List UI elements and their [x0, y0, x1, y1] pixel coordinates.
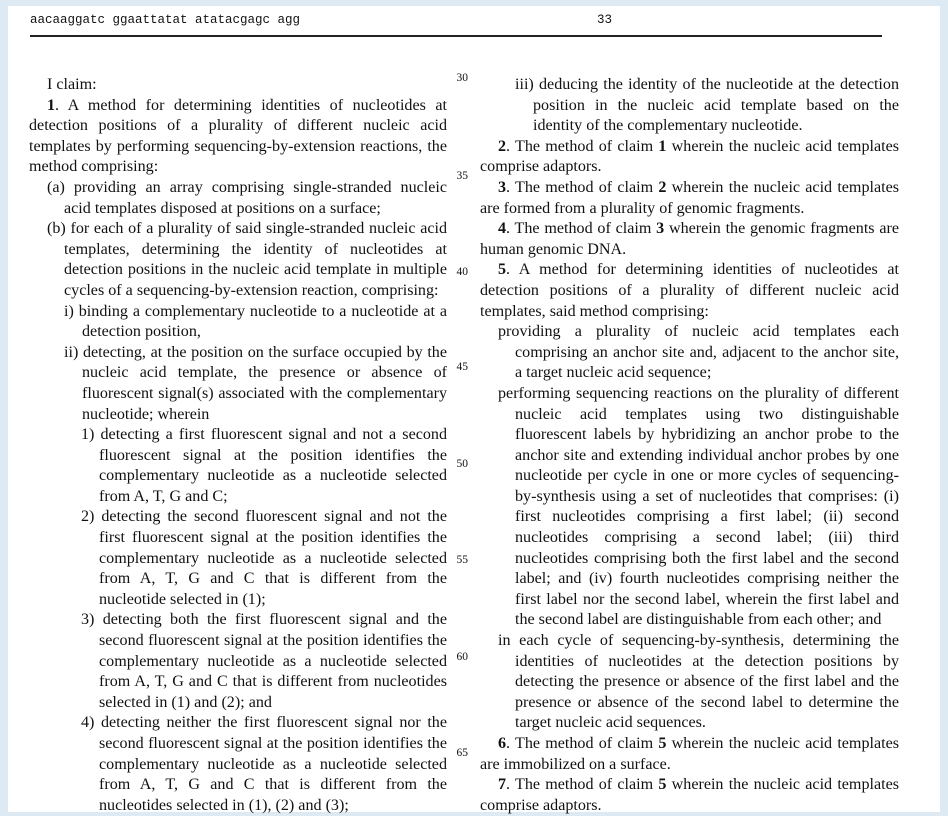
claim-reference: 5 [658, 776, 667, 794]
claim-text: . The method of claim [506, 776, 659, 794]
claim-7 [480, 775, 899, 816]
claim-5-step-determining: in each cycle of sequencing-by-synthesis, determining the identities of nucleotides at the detection positions by detecting the presence or absence of the first label and the presence or absence of the second label to determine the target nucleic acid sequences. [498, 632, 899, 732]
claim-5 [480, 260, 899, 322]
claim-1 [29, 96, 447, 178]
claim-1-substep-ii: ii) detecting, at the position on the surface occupied by the nucleic acid template, the presence or absence of fluorescent signal(s) associated with the complementary nucleotide; wherein [64, 343, 447, 423]
claim-text: . A method for determining identities of nucleotides at detection positions of a plurality of different nucleic acid templates by performing sequencing-by-extension reactions, the method comprising: [29, 96, 447, 176]
claim-number: 6 [498, 735, 507, 752]
claim-4 [480, 219, 899, 260]
claim-text: . The method of claim [506, 220, 657, 238]
claim-3 [480, 178, 899, 219]
claim-text: wherein the nucleic acid templates are formed from a plurality of genomic fragments. [480, 178, 899, 217]
line-number: 50 [456, 458, 468, 470]
claim-1-condition-4: 4) detecting neither the first fluorescent signal nor the second fluorescent signal at the position identifies the complementary nucleotide as a nucleotide selected from A, T, G and C that is different from the nucleotides selected in (1), (2) and (3); [81, 714, 447, 814]
claims-intro: I claim: [47, 76, 97, 93]
claim-text: . The method of claim [506, 735, 659, 752]
claim-text: . A method for determining identities of nucleotides at detection positions of a plurality of different nucleic acid templates, said method comprising: [480, 261, 899, 320]
claim-text: wherein the nucleic acid templates are immobilized on a surface. [480, 735, 899, 773]
right-column [480, 75, 899, 816]
claim-text: . The method of claim [506, 178, 659, 196]
page-number: 33 [597, 13, 613, 27]
line-number: 35 [456, 170, 468, 182]
claim-text: wherein the genomic fragments are human genomic DNA. [480, 220, 899, 258]
claim-reference: 1 [658, 137, 667, 155]
claim-6 [480, 734, 899, 775]
claim-number: 1 [47, 96, 56, 114]
claim-1-condition-2: 2) detecting the second fluorescent signal and not the first fluorescent signal at the position identifies the complementary nucleotide as a nucleotide selected from A, T, G and C that is different from the nucleotide selected in (1); [81, 508, 447, 608]
left-column [29, 75, 447, 816]
claim-text: . The method of claim [506, 137, 659, 155]
header-rule [30, 35, 882, 37]
claim-1-substep-i: i) binding a complementary nucleotide to a nucleotide at a detection position, [64, 302, 447, 341]
line-number: 60 [456, 651, 468, 663]
claim-1-substep-iii: iii) deducing the identity of the nucleotide at the detection position in the nucleic acid template based on the identity of the complementary nucleotide. [515, 76, 899, 135]
claim-1-condition-3: 3) detecting both the first fluorescent signal and the second fluorescent signal at the position identifies the complementary nucleotide as a nucleotide selected from A, T, G and C that is different from nucleotides selected in (1) and (2); and [81, 611, 447, 711]
line-number: 45 [456, 361, 468, 373]
claim-number: 2 [498, 137, 507, 155]
claim-reference: 2 [658, 178, 667, 196]
sequence-header: aacaaggatc ggaattatat atatacgagc agg [30, 13, 301, 27]
claim-1-step-b: (b) for each of a plurality of said single-stranded nucleic acid templates, determining the identity of nucleotides at detection positions in the nucleic acid template in multiple cycles of a sequencing-by-extension reaction, comprising: [47, 220, 447, 299]
line-number: 65 [456, 747, 468, 759]
line-number: 55 [456, 554, 468, 566]
line-number: 30 [456, 72, 468, 84]
claim-5-step-performing: performing sequencing reactions on the plurality of different nucleic acid templates using two distinguishable fluorescent labels by hybridizing an anchor probe to the anchor site and extending individual anchor probes by one nucleotide per cycle in one or more cycles of sequencing-by-synthesis using a set of nucleotides that comprises: (i) first nucleotides comprising a first label; (ii) second nucleotides comprising a second label; (iii) third nucleotides comprising both the first label and the second label; and (iv) fourth nucleotides comprising neither the first label nor the second label, wherein the first label and the second label are distinguishable from each other; and [498, 384, 899, 629]
claim-number: 5 [498, 261, 507, 279]
line-number: 40 [456, 266, 468, 278]
claim-2 [480, 137, 899, 178]
claim-number: 7 [498, 776, 507, 794]
claim-number: 3 [498, 178, 507, 196]
claim-number: 4 [498, 220, 507, 238]
claim-text: wherein the nucleic acid templates comprise adaptors. [480, 776, 899, 814]
claim-5-step-providing: providing a plurality of nucleic acid templates each comprising an anchor site and, adjacent to the anchor site, a target nucleic acid sequence; [498, 323, 899, 382]
claim-1-condition-1: 1) detecting a first fluorescent signal and not a second fluorescent signal at the position identifies the complementary nucleotide as a nucleotide selected from A, T, G and C; [81, 426, 447, 505]
claim-reference: 5 [658, 735, 667, 752]
claim-1-step-a: (a) providing an array comprising single-stranded nucleic acid templates disposed at positions on a surface; [47, 178, 447, 217]
patent-page [8, 6, 940, 812]
claim-text: wherein the nucleic acid templates comprise adaptors. [480, 137, 899, 176]
claim-reference: 3 [656, 220, 665, 238]
